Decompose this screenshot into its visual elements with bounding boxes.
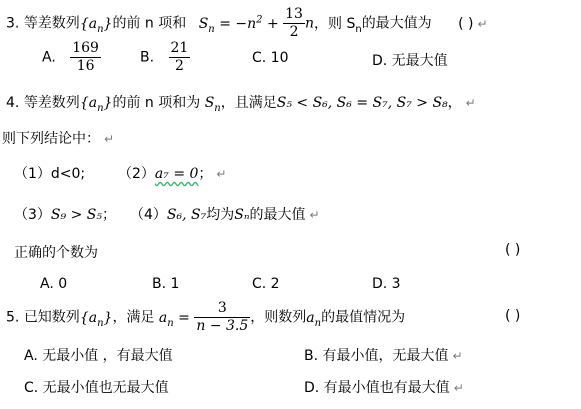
q3-option-c: C. 10 xyxy=(252,50,289,66)
q5-text2: ，满足 xyxy=(112,309,155,326)
q3-formula-tail: n xyxy=(304,15,314,32)
q5-an2: $a_n$ xyxy=(306,309,322,329)
q3-option-b: B. $\frac{21}{2}$ xyxy=(140,40,189,74)
q5-text3: ，则数列 xyxy=(250,309,307,326)
q3-number: 3. xyxy=(6,15,20,32)
paragraph-mark-icon: ↵ xyxy=(309,208,320,222)
q3-seq: $\{a_n\}$ xyxy=(79,15,113,35)
q3-formula: $S_n = -n^2$ + xyxy=(198,13,279,35)
q4-number: 4. xyxy=(6,95,20,111)
paragraph-mark-icon: ↵ xyxy=(477,16,488,31)
q4-sn: $S_n$ xyxy=(204,95,221,114)
q5-stem xyxy=(6,300,405,335)
q3-text4: 的最大值为 xyxy=(361,15,432,32)
q5-an: $a_n$ = xyxy=(158,309,190,329)
q4-seq: $\{a_n\}$ xyxy=(79,95,113,114)
q3-fraction: $\frac{13}{2}$ xyxy=(285,6,303,40)
q3-answer-paren: ( ) xyxy=(458,15,474,32)
q4-correct-count: 正确的个数为 xyxy=(14,245,98,261)
q4-conclusion-1: （1）d<0; xyxy=(14,166,86,182)
q5-option-d: D. 有最小值也有最大值 ↵ xyxy=(304,380,464,396)
q4-conclusion-4: （4）S₆, S₇均为Sₙ的最大值 ↵ xyxy=(130,207,320,223)
q4-line2: 则下列结论中： ↵ xyxy=(2,131,115,147)
paragraph-mark-icon: ↵ xyxy=(216,167,227,181)
q5-text4: 的最值情况为 xyxy=(321,309,406,326)
paragraph-mark-icon: ↵ xyxy=(104,132,115,146)
q4-option-c: C. 2 xyxy=(252,276,280,292)
q5-text1: 已知数列 xyxy=(23,309,80,326)
q4-conditions: S₅ < S₆, S₆ = S₇, S₇ > S₈ xyxy=(276,95,448,111)
q4-option-a: A. 0 xyxy=(40,276,68,292)
q4-text2: 的前 n 项和为 xyxy=(112,95,201,111)
q5-option-c: C. 无最小值也无最大值 xyxy=(24,380,169,396)
q5-fraction: $\frac{3}{n - 3.5}$ xyxy=(196,300,249,334)
paragraph-mark-icon: ↵ xyxy=(465,96,476,110)
q3-option-a: A. $\frac{169}{16}$ xyxy=(42,40,99,74)
q4-conclusion-3: （3）S₉ > S₅； xyxy=(14,207,116,223)
q4-answer-paren: ( ) xyxy=(505,242,521,258)
q3-text1: 等差数列 xyxy=(23,15,80,32)
q5-seq: $\{a_n\}$ xyxy=(79,309,113,329)
q4-conclusion-2: （2）a₇ = 0； ↵ xyxy=(118,166,227,182)
q5-option-a: A. 无最小值 ，有最大值 xyxy=(24,348,173,364)
q5-answer-paren: ( ) xyxy=(505,308,521,324)
q4-stem xyxy=(6,92,476,114)
q4-text4: ， xyxy=(447,95,462,111)
paragraph-mark-icon: ↵ xyxy=(453,381,464,395)
q4-text3: ，且满足 xyxy=(220,95,277,111)
q5-number: 5. xyxy=(6,309,20,326)
paragraph-mark-icon: ↵ xyxy=(452,349,463,363)
q3-option-d: D. 无最大值 xyxy=(372,53,448,69)
q3-text3: ，则 $S_n$ xyxy=(314,15,362,35)
q3-text2: 的前 n 项和 xyxy=(112,15,187,32)
q4-option-d: D. 3 xyxy=(372,276,401,292)
q5-option-b: B. 有最小值，无最大值 ↵ xyxy=(304,348,463,364)
q4-option-b: B. 1 xyxy=(152,276,180,292)
q4-text1: 等差数列 xyxy=(23,95,80,111)
q3-stem xyxy=(6,6,488,41)
